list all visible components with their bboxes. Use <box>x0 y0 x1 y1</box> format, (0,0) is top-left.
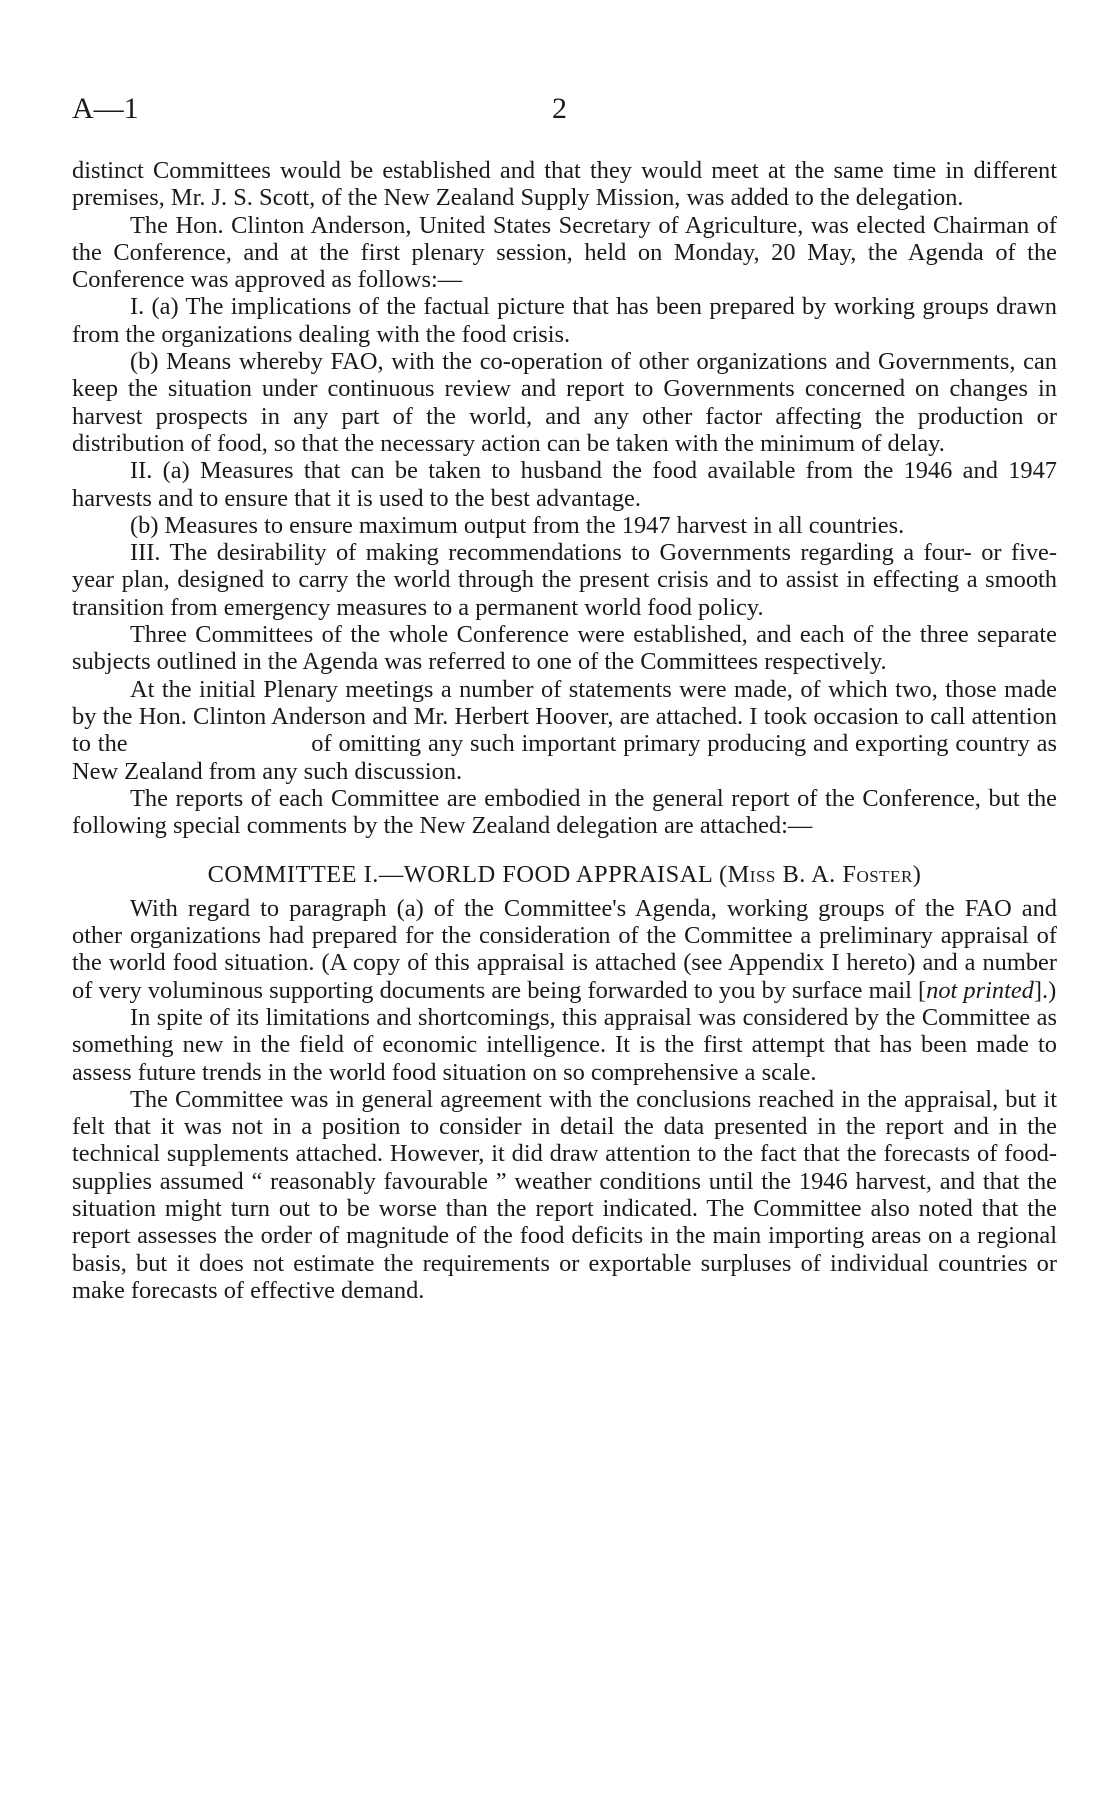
page-header <box>72 92 1072 132</box>
committee-p1-text: With regard to paragraph (a) of the Committee's Agenda, working groups of the FAO and other organizations had prepared for the consideration of the Committee a preliminary appraisal of the world food situation. (A copy of this appraisal is attached (see Appendix I hereto) and a number of very voluminous supporting documents are being forwarded to you by surface mail [ <box>72 894 1057 1004</box>
agenda-item-1a: I. (a) The implications of the factual picture that has been prepared by working groups drawn from the organizations dealing with the food crisis. <box>72 293 1057 348</box>
committee-paragraph-1 <box>72 895 1057 1004</box>
agenda-item-2b: (b) Measures to ensure maximum output from the 1947 harvest in all countries. <box>130 511 905 539</box>
not-printed-note: not printed <box>926 976 1034 1004</box>
paragraph-reports: The reports of each Committee are embodied in the general report of the Conference, but the following special comments by the New Zealand delegation are attached:— <box>72 784 1057 840</box>
paragraph-continuation: distinct Committees would be established and that they would meet at the same time in different premises, Mr. J. S. Scott, of the New Zealand Supply Mission, was added to the delegation. <box>72 157 1057 212</box>
paragraph-plenary <box>72 676 1057 785</box>
committee-heading <box>72 861 1057 888</box>
committee-p1-tail: ].) <box>1033 976 1057 1004</box>
paragraph-chairman: The Hon. Clinton Anderson, United States Secretary of Agriculture, was elected Chairman of the Conference, and at the first plenary session, held on Monday, 20 May, the Agenda of the Conference was approved as follows:— <box>72 211 1057 294</box>
committee-paragraph-2: In spite of its limitations and shortcomings, this appraisal was considered by the Committee as something new in the field of economic intelligence. It is the first attempt that has been made to assess future trends in the world food situation on so comprehensive a scale. <box>72 1003 1057 1086</box>
committee-person: (Miss B. A. Foster) <box>718 861 922 889</box>
plenary-text-before: At the initial Plenary meetings a number of statements were made, of which two, those made by the Hon. Clinton Anderson and Mr. Herbert Hoover, are attached. I took occasion to call attention to the <box>72 675 1057 758</box>
agenda-item-1b: (b) Means whereby FAO, with the co-operation of other organizations and Governments, can keep the situation under continuous review and report to Governments concerned on changes in harvest prospects in any part of the world, and any other factor affecting the production or distribution of food, so that the necessary action can be taken with the minimum of delay. <box>72 348 1057 457</box>
document-body <box>72 157 1057 1304</box>
document-reference: A—1 <box>72 92 139 125</box>
committee-title: COMMITTEE I.—WORLD FOOD APPRAISAL <box>207 861 713 889</box>
agenda-item-2a: II. (a) Measures that can be taken to husband the food available from the 1946 and 1947 harvests and to ensure that it is used to the best advantage. <box>72 457 1057 512</box>
plenary-text-after: of omitting any such important primary producing and exporting country as New Zealand from any such discussion. <box>72 730 1057 785</box>
agenda-item-3: III. The desirability of making recommendations to Governments regarding a four- or five-year plan, designed to carry the world through the present crisis and to assist in effecting a smooth transition from emergency measures to a permanent world food policy. <box>72 539 1057 621</box>
page-number: 2 <box>552 92 567 125</box>
paragraph-committees: Three Committees of the whole Conference were established, and each of the three separate subjects outlined in the Agenda was referred to one of the Committees respectively. <box>72 621 1057 676</box>
committee-paragraph-3: The Committee was in general agreement with the conclusions reached in the appraisal, but it felt that it was not in a position to consider in detail the data presented in the report and in the technical supplements attached. However, it did draw attention to the fact that the forecasts of food-supplies assumed “ reasonably favourable ” weather conditions until the 1946 harvest, and that the situation might turn out to be worse than the report indicated. The Committee also noted that the report assesses the order of magnitude of the food deficits in the main importing areas on a regional basis, but it does not estimate the requirements or exportable surpluses of individual countries or make forecasts of effective demand. <box>72 1085 1057 1304</box>
